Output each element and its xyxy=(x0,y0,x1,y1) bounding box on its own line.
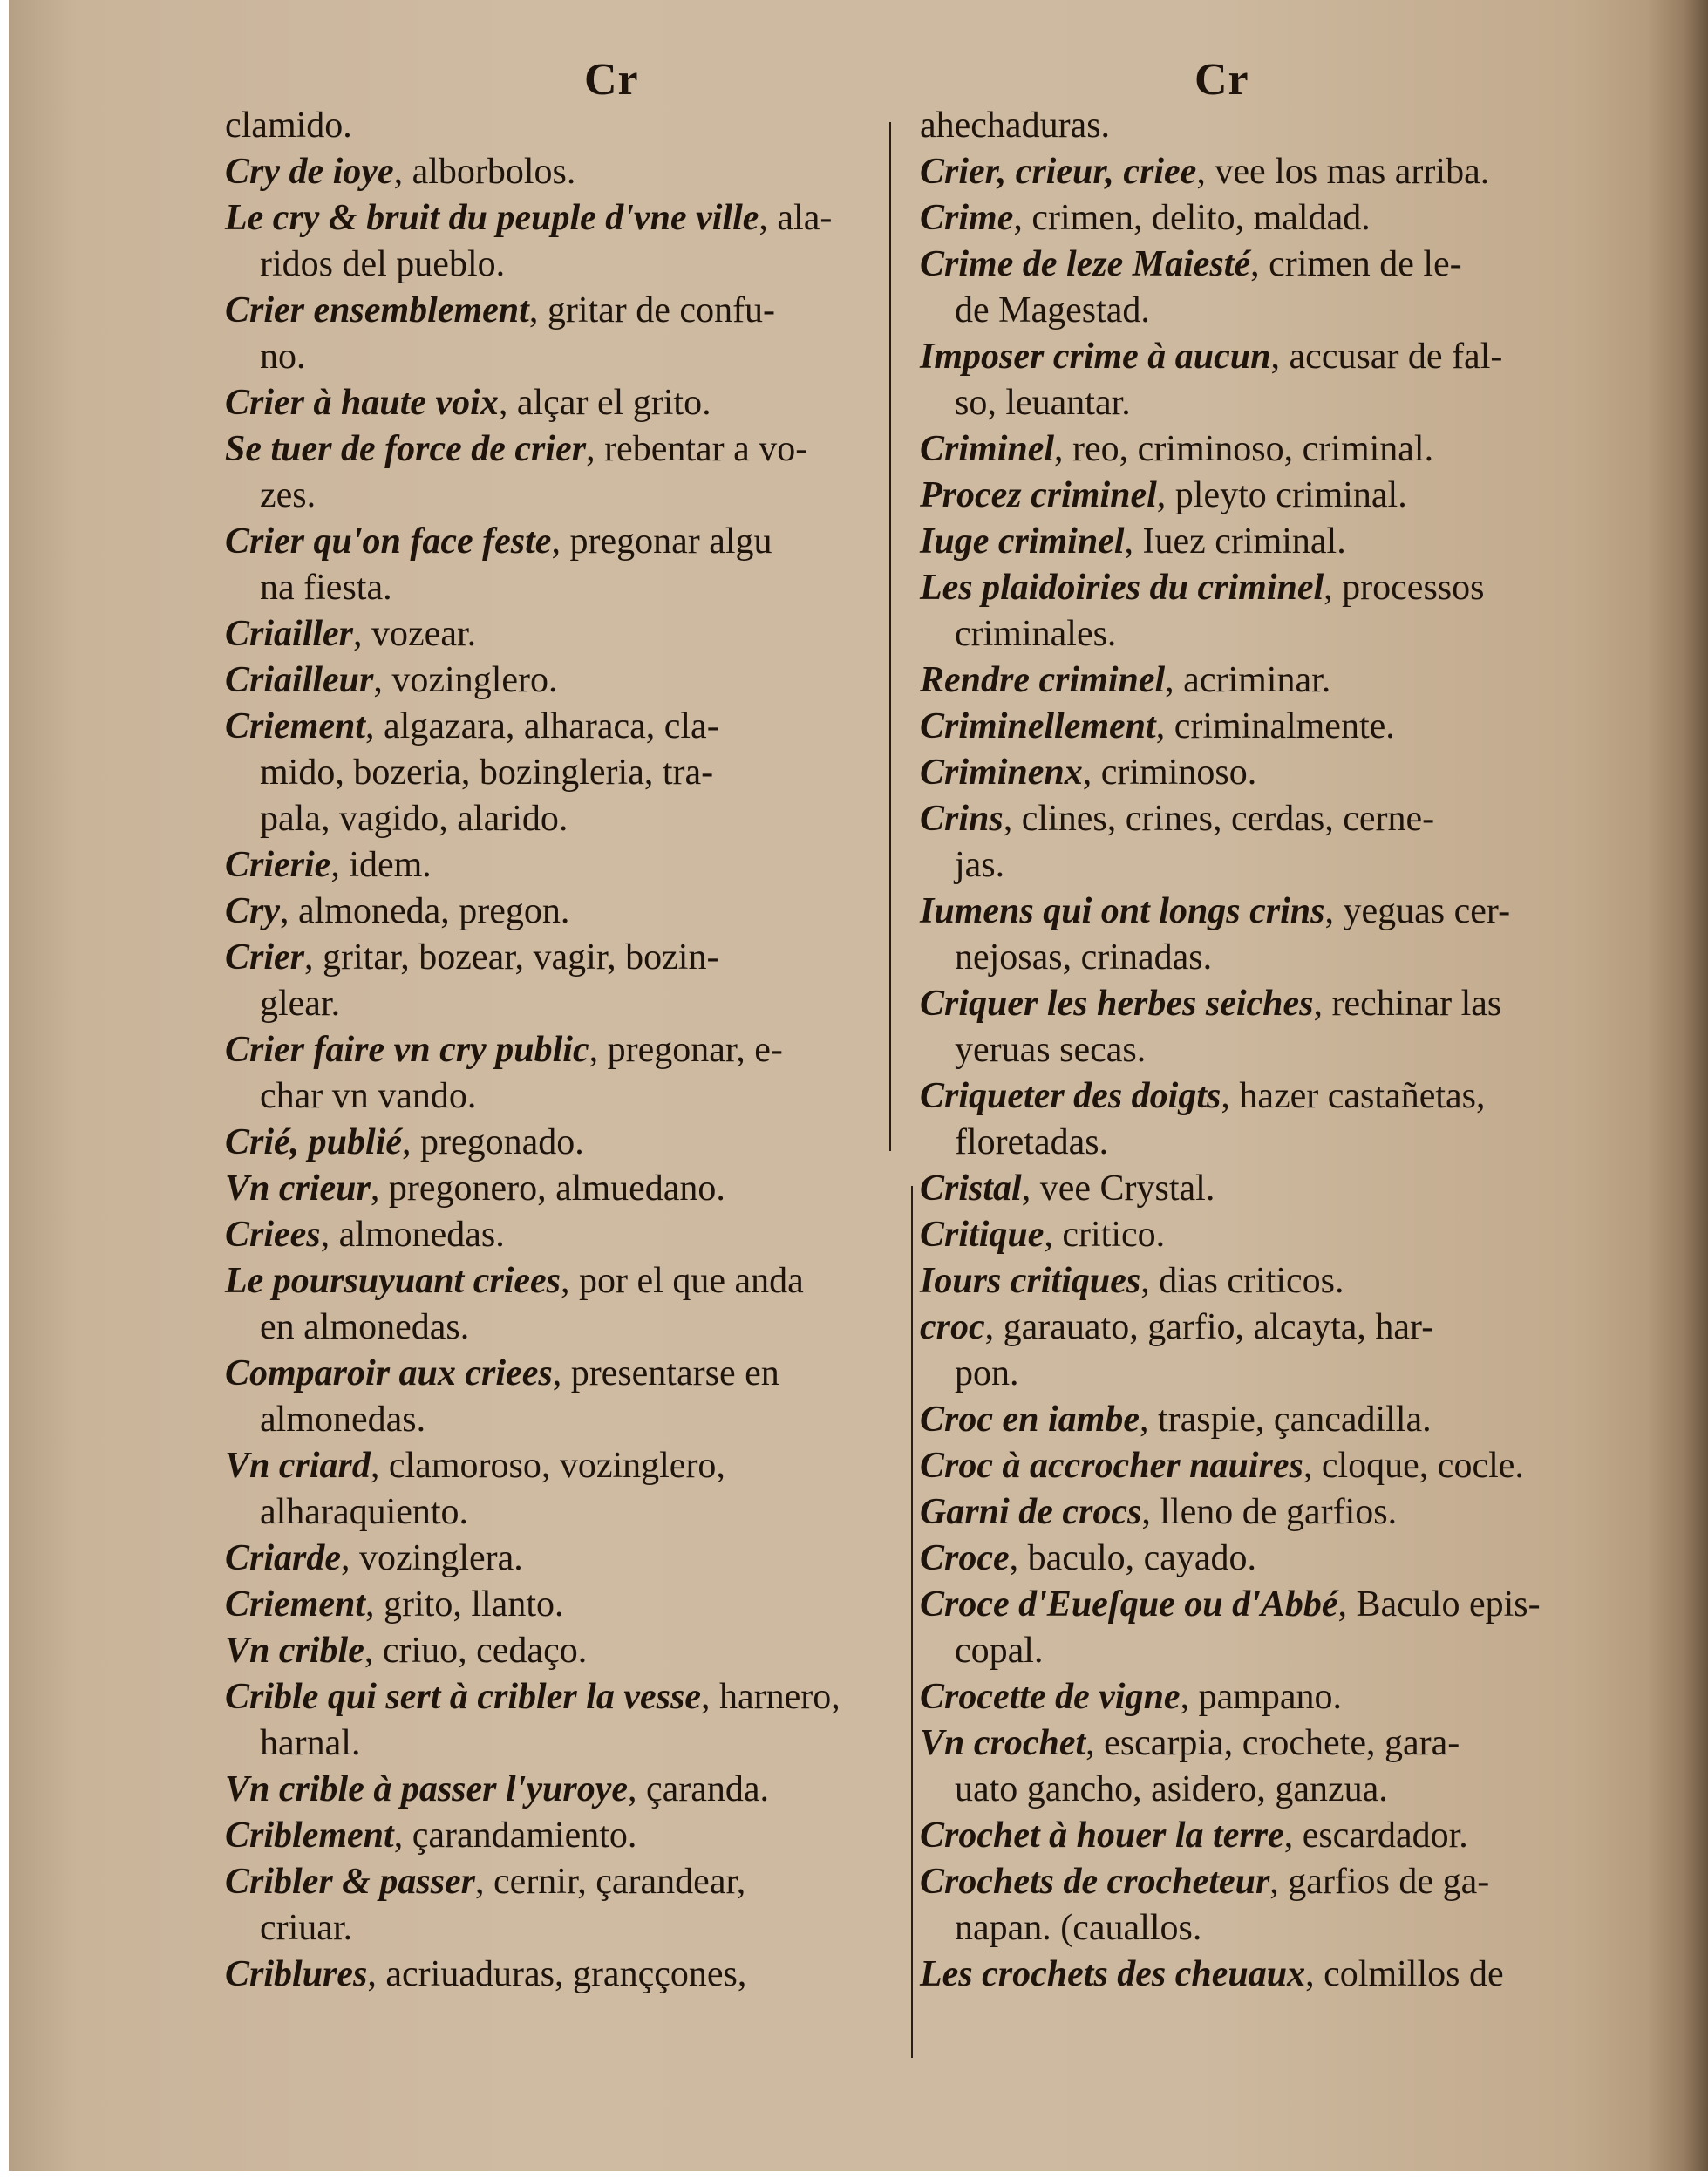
left-column xyxy=(225,103,905,1998)
entry-definition: , idem. xyxy=(330,845,432,885)
dictionary-entry xyxy=(225,889,905,935)
dictionary-entry xyxy=(920,149,1670,195)
entry-headword: Criailler xyxy=(225,614,354,654)
entry-headword: Cribler & passer xyxy=(225,1862,476,1902)
entry-definition: pon. xyxy=(955,1353,1019,1393)
entry-definition: , alborbolos. xyxy=(393,152,576,192)
entry-definition: , cernir, çarandear, xyxy=(475,1862,746,1902)
entry-headword: Crins xyxy=(920,799,1004,839)
entry-definition: , vee Crystal. xyxy=(1021,1168,1215,1209)
entry-headword: Croce xyxy=(920,1538,1010,1578)
entry-definition: , vozinglero. xyxy=(373,660,558,700)
entry-headword: Crier qu'on face feste xyxy=(225,521,552,562)
entry-definition: , crimen de le- xyxy=(1250,244,1462,284)
entry-definition: , vee los mas arriba. xyxy=(1196,152,1490,192)
dictionary-entry xyxy=(225,1674,905,1767)
entry-definition: , pregonar algu xyxy=(551,521,772,562)
dictionary-entry xyxy=(920,1397,1670,1443)
entry-definition: , por el que anda xyxy=(561,1261,804,1301)
dictionary-entry xyxy=(225,1582,905,1628)
entry-definition: , clines, crines, cerdas, cerne- xyxy=(1003,799,1435,839)
entry-headword: Vn crible à passer l'yuroye xyxy=(225,1769,628,1809)
entry-definition: , gritar de confu- xyxy=(528,290,776,330)
entry-headword: Crochets de crocheteur xyxy=(920,1862,1270,1902)
entry-definition: , pregonar, e- xyxy=(589,1030,783,1070)
entry-headword: Iours critiques xyxy=(920,1261,1141,1301)
entry-headword: Vn crible xyxy=(225,1631,364,1671)
entry-definition: , çaranda. xyxy=(627,1769,770,1809)
entry-definition: , alçar el grito. xyxy=(498,383,711,423)
dictionary-entry xyxy=(920,426,1670,473)
dictionary-entry xyxy=(225,704,905,842)
entry-definition: , grito, llanto. xyxy=(365,1584,564,1625)
entry-definition: , accusar de fal- xyxy=(1270,337,1503,377)
entry-definition: , ala- xyxy=(759,198,833,238)
dictionary-entry xyxy=(920,657,1670,704)
entry-headword: Les plaidoiries du criminel xyxy=(920,568,1324,608)
entry-headword: Vn criard xyxy=(225,1446,371,1486)
entry-headword: Crier à haute voix xyxy=(225,383,499,423)
entry-headword: Rendre criminel xyxy=(920,660,1166,700)
entry-definition: , escardador. xyxy=(1283,1816,1468,1856)
dictionary-entry xyxy=(225,288,905,380)
entry-headword: Crierie xyxy=(225,845,331,885)
entry-headword: Comparoir aux criees xyxy=(225,1353,553,1393)
entry-definition: , pregonado. xyxy=(402,1122,584,1162)
dictionary-entry xyxy=(920,1073,1670,1166)
entry-definition: , criminalmente. xyxy=(1155,706,1395,746)
entry-definition: , garfios de ga- xyxy=(1269,1862,1490,1902)
entry-definition: , garauato, garfio, alcayta, har- xyxy=(984,1307,1434,1347)
entry-headword: Criailleur xyxy=(225,660,374,700)
entry-definition: clamido. xyxy=(225,106,352,146)
entry-headword: Crible qui sert à cribler la vesse xyxy=(225,1677,701,1717)
entry-definition: , almonedas. xyxy=(320,1215,505,1255)
dictionary-entry xyxy=(920,981,1670,1073)
entry-definition: floretadas. xyxy=(955,1122,1109,1162)
entry-definition: , acriminar. xyxy=(1165,660,1331,700)
entry-definition: , harnero, xyxy=(700,1677,840,1717)
entry-definition: alharaquiento. xyxy=(260,1492,469,1532)
entry-headword: Le cry & bruit du peuple d'vne ville xyxy=(225,198,759,238)
entry-headword: Crier ensemblement xyxy=(225,290,529,330)
entry-definition: so, leuantar. xyxy=(955,383,1131,423)
entry-definition: ridos del pueblo. xyxy=(260,244,506,284)
left-running-header: Cr xyxy=(584,55,639,105)
entry-definition: , Baculo epis- xyxy=(1337,1584,1541,1625)
entry-definition: , processos xyxy=(1324,568,1485,608)
entry-headword: Cry xyxy=(225,891,280,931)
entry-definition: , cloque, cocle. xyxy=(1303,1446,1524,1486)
dictionary-entry xyxy=(920,704,1670,750)
entry-definition: de Magestad. xyxy=(955,290,1150,330)
entry-headword: Criblures xyxy=(225,1954,368,1994)
entry-headword: Iumens qui ont longs crins xyxy=(920,891,1325,931)
entry-headword: Crier faire vn cry public xyxy=(225,1030,589,1070)
right-column xyxy=(920,103,1670,1998)
entry-definition: , yeguas cer- xyxy=(1324,891,1511,931)
entry-definition: zes. xyxy=(260,475,316,515)
entry-definition: , criminoso. xyxy=(1082,753,1257,793)
entry-definition: criuar. xyxy=(260,1908,353,1948)
dictionary-entry xyxy=(920,1582,1670,1674)
entry-definition: , critico. xyxy=(1044,1215,1166,1255)
entry-definition: almonedas. xyxy=(260,1400,426,1440)
entry-definition: , çarandamiento. xyxy=(393,1816,637,1856)
dictionary-entry xyxy=(225,1859,905,1952)
dictionary-entry xyxy=(225,1258,905,1351)
entry-headword: Critique xyxy=(920,1215,1045,1255)
entry-definition: harnal. xyxy=(260,1723,361,1763)
entry-headword: Criblement xyxy=(225,1816,394,1856)
entry-definition: jas. xyxy=(955,845,1005,885)
entry-headword: Iuge criminel xyxy=(920,521,1125,562)
entry-definition: , pregonero, almuedano. xyxy=(370,1168,725,1209)
dictionary-entry xyxy=(920,519,1670,565)
dictionary-entry xyxy=(225,1351,905,1443)
dictionary-entry xyxy=(920,796,1670,889)
entry-headword: Le poursuyuant criees xyxy=(225,1261,561,1301)
entry-definition: , acriuaduras, granççones, xyxy=(367,1954,747,1994)
dictionary-entry xyxy=(920,1674,1670,1720)
entry-headword: Vn crieur xyxy=(225,1168,371,1209)
entry-definition: , crimen, delito, maldad. xyxy=(1013,198,1371,238)
dictionary-entry xyxy=(225,611,905,657)
entry-definition: , almoneda, pregon. xyxy=(280,891,570,931)
dictionary-entry xyxy=(225,149,905,195)
entry-headword: Criminenx xyxy=(920,753,1083,793)
entry-definition: na fiesta. xyxy=(260,568,392,608)
entry-definition: , criuo, cedaço. xyxy=(364,1631,588,1671)
entry-definition: , lleno de garfios. xyxy=(1141,1492,1398,1532)
entry-definition: pala, vagido, alarido. xyxy=(260,799,568,839)
entry-definition: , clamoroso, vozinglero, xyxy=(370,1446,725,1486)
dictionary-entry xyxy=(225,1813,905,1859)
dictionary-entry xyxy=(920,195,1670,242)
entry-headword: Les crochets des cheuaux xyxy=(920,1954,1306,1994)
dictionary-entry xyxy=(225,935,905,1027)
book-page xyxy=(9,0,1708,2171)
dictionary-entry xyxy=(225,519,905,611)
entry-definition: , rebentar a vo- xyxy=(586,429,808,469)
entry-headword: Criquer les herbes seiches xyxy=(920,984,1314,1024)
dictionary-entry xyxy=(920,1720,1670,1813)
column-rule-lower xyxy=(911,1186,913,2058)
dictionary-entry xyxy=(225,1536,905,1582)
dictionary-entry xyxy=(920,242,1670,334)
entry-headword: Crier xyxy=(225,937,305,978)
dictionary-entry xyxy=(225,842,905,889)
entry-headword: Crime xyxy=(920,198,1014,238)
dictionary-entry xyxy=(920,1258,1670,1305)
dictionary-entry xyxy=(920,889,1670,981)
dictionary-entry xyxy=(920,1166,1670,1212)
entry-headword: Crochet à houer la terre xyxy=(920,1816,1284,1856)
entry-headword: Se tuer de force de crier xyxy=(225,429,587,469)
entry-definition: , reo, criminoso, criminal. xyxy=(1054,429,1434,469)
dictionary-entry xyxy=(920,334,1670,426)
dictionary-entry xyxy=(225,1166,905,1212)
dictionary-entry xyxy=(225,1952,905,1998)
dictionary-entry xyxy=(225,657,905,704)
dictionary-entry xyxy=(225,1628,905,1674)
entry-definition: char vn vando. xyxy=(260,1076,477,1116)
dictionary-entry xyxy=(920,1305,1670,1397)
dictionary-entry xyxy=(920,565,1670,657)
entry-headword: Crocette de vigne xyxy=(920,1677,1181,1717)
dictionary-entry xyxy=(920,103,1670,149)
entry-headword: Cristal xyxy=(920,1168,1022,1209)
entry-headword: Procez criminel xyxy=(920,475,1157,515)
entry-definition: , vozear. xyxy=(353,614,477,654)
entry-headword: Croce d'Eueſque ou d'Abbé xyxy=(920,1584,1338,1625)
entry-definition: , Iuez criminal. xyxy=(1124,521,1346,562)
column-rule-upper xyxy=(889,122,891,1151)
entry-definition: , traspie, çancadilla. xyxy=(1139,1400,1432,1440)
entry-headword: Criees xyxy=(225,1215,321,1255)
dictionary-entry xyxy=(225,1767,905,1813)
entry-definition: en almonedas. xyxy=(260,1307,470,1347)
dictionary-entry xyxy=(225,380,905,426)
entry-definition: yeruas secas. xyxy=(955,1030,1147,1070)
entry-headword: Cry de ioye xyxy=(225,152,394,192)
entry-headword: Croc en iambe xyxy=(920,1400,1140,1440)
entry-headword: Crime de leze Maiesté xyxy=(920,244,1251,284)
dictionary-entry xyxy=(920,1536,1670,1582)
entry-definition: mido, bozeria, bozingleria, tra- xyxy=(260,753,714,793)
entry-headword: Criqueter des doigts xyxy=(920,1076,1221,1116)
entry-definition: , baculo, cayado. xyxy=(1009,1538,1257,1578)
entry-headword: Garni de crocs xyxy=(920,1492,1142,1532)
entry-definition: , hazer castañetas, xyxy=(1221,1076,1486,1116)
entry-definition: , pleyto criminal. xyxy=(1156,475,1407,515)
dictionary-entry xyxy=(225,1120,905,1166)
dictionary-entry xyxy=(225,1027,905,1120)
entry-definition: criminales. xyxy=(955,614,1117,654)
entry-headword: Criarde xyxy=(225,1538,342,1578)
dictionary-entry xyxy=(920,1443,1670,1489)
entry-headword: Imposer crime à aucun xyxy=(920,337,1271,377)
entry-definition: napan. (cauallos. xyxy=(955,1908,1202,1948)
entry-headword: Criminel xyxy=(920,429,1055,469)
dictionary-entry xyxy=(920,473,1670,519)
entry-headword: croc xyxy=(920,1307,985,1347)
entry-definition: , escarpia, crochete, gara- xyxy=(1085,1723,1460,1763)
entry-definition: , vozinglera. xyxy=(341,1538,523,1578)
dictionary-entry xyxy=(225,426,905,519)
entry-headword: Crié, publié xyxy=(225,1122,403,1162)
entry-definition: no. xyxy=(260,337,306,377)
dictionary-entry xyxy=(920,750,1670,796)
entry-definition: ahechaduras. xyxy=(920,106,1111,146)
dictionary-entry xyxy=(225,1443,905,1536)
entry-definition: , presentarse en xyxy=(552,1353,779,1393)
entry-headword: Croc à accrocher nauires xyxy=(920,1446,1303,1486)
entry-definition: , algazara, alharaca, cla- xyxy=(365,706,719,746)
dictionary-entry xyxy=(225,103,905,149)
entry-headword: Vn crochet xyxy=(920,1723,1086,1763)
entry-definition: glear. xyxy=(260,984,341,1024)
dictionary-entry xyxy=(920,1859,1670,1952)
right-running-header: Cr xyxy=(1194,55,1249,105)
entry-headword: Criement xyxy=(225,706,366,746)
entry-definition: copal. xyxy=(955,1631,1044,1671)
entry-headword: Criminellement xyxy=(920,706,1156,746)
entry-definition: , gritar, bozear, vagir, bozin- xyxy=(304,937,719,978)
dictionary-entry xyxy=(225,1212,905,1258)
dictionary-entry xyxy=(920,1813,1670,1859)
entry-definition: uato gancho, asidero, ganzua. xyxy=(955,1769,1388,1809)
entry-headword: Crier, crieur, criee xyxy=(920,152,1197,192)
entry-definition: , colmillos de xyxy=(1305,1954,1504,1994)
entry-headword: Criement xyxy=(225,1584,366,1625)
dictionary-entry xyxy=(920,1212,1670,1258)
entry-definition: , rechinar las xyxy=(1313,984,1502,1024)
entry-definition: nejosas, crinadas. xyxy=(955,937,1213,978)
entry-definition: , dias criticos. xyxy=(1140,1261,1344,1301)
dictionary-entry xyxy=(920,1952,1670,1998)
dictionary-entry xyxy=(225,195,905,288)
entry-definition: , pampano. xyxy=(1180,1677,1343,1717)
dictionary-entry xyxy=(920,1489,1670,1536)
